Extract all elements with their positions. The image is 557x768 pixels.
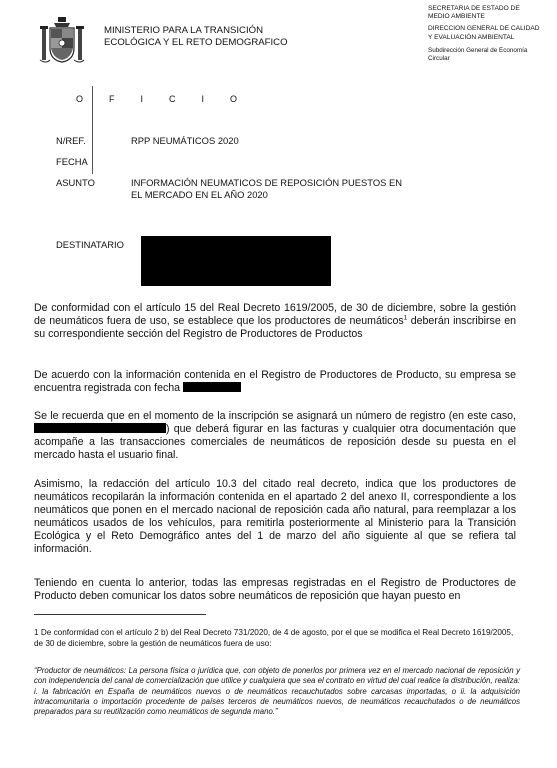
redacted-recipient (141, 236, 331, 286)
destinatario-label: DESTINATARIO (56, 239, 124, 250)
direccion-line-1: DIRECCION GENERAL DE CALIDAD (428, 25, 540, 33)
direccion-line-2: Y EVALUACIÓN AMBIENTAL (428, 33, 515, 41)
department-block (428, 5, 552, 63)
subdireccion-line-2: Circular (428, 55, 450, 63)
redacted-date (183, 382, 241, 392)
footnote-quote: “Productor de neumáticos: La persona física o jurídica que, con objeto de ponerlos por primera vez en el mercado nacional de reposición y con independencia del canal de comercialización que utilice y cualquiera que sea el contrato en virtud del cual realice la distribución, realiza: i. la fabricación en España de neumáticos nuevos o de neumáticos recauchutados sobre carcasas importadas, o ii. la adquisición intracomunitaria o importación procedente de países terceros de neumáticos nuevos, de neumáticos recauchutados o de neumáticos preparados para su reutilización como neumáticos de segunda mano.” (34, 666, 520, 717)
asunto-line-1: INFORMACIÓN NEUMATICOS DE REPOSICIÓN PUESTOS EN (131, 177, 403, 188)
paragraph-2-text: De acuerdo con la información contenida en el Registro de Productores de Producto, su empresa se encuentra registrada con fecha (34, 369, 516, 395)
paragraph-1-text-a: De conformidad con el artículo 15 del Real Decreto 1619/2005, de 30 de diciembre, sobre la gestión de neumáticos fuera de uso, se establece que los productores de neumáticos (34, 302, 516, 328)
paragraph-3-text-a: Se le recuerda que en el momento de la inscripción se asignará un número de registro (en este caso, (34, 410, 516, 422)
footnote-divider (34, 614, 206, 615)
secretaria-line-1: SECRETARIA DE ESTADO DE (428, 5, 520, 12)
subdireccion-line-1: Subdirección General de Economía (428, 46, 528, 54)
paragraph-1-text-b: deberán inscribirse en su correspondiente sección del Registro de Productores de Productos (34, 315, 516, 341)
paragraph-2 (34, 369, 516, 395)
secretaria-line-2: MEDIO AMBIENTE (428, 13, 485, 21)
paragraph-4: Asimismo, la redacción del artículo 10.3 del citado real decreto, indica que los productores de neumáticos recopilarán la información contenida en el apartado 2 del anexo II, correspondiente a los neumáticos que ponen en el mercado nacional de reposición cada año natural, para reemplazar a los neumáticos usados de los vehículos, para remitirla posteriormente al Ministerio para la Transición Ecológica y el Reto Demográfico antes del 1 de marzo del año siguiente al que se refiera tal información. (34, 478, 516, 556)
coat-of-arms-icon (38, 16, 86, 68)
nref-label: N/REF. (56, 135, 86, 146)
redacted-registry-number (34, 423, 166, 433)
asunto-line-2: EL MERCADO EN EL AÑO 2020 (131, 189, 268, 200)
footnote-text: 1 De conformidad con el artículo 2 b) del Real Decreto 731/2020, de 4 de agosto, por el que se modifica el Real Decreto 1619/2005, de 30 de diciembre, sobre la gestión de neumáticos fuera de uso: (34, 628, 514, 648)
ministry-line-1: MINISTERIO PARA LA TRANSICIÓN (104, 25, 264, 36)
ministry-name (104, 25, 334, 49)
ministry-line-2: ECOLÓGICA Y EL RETO DEMOGRAFICO (104, 37, 288, 48)
paragraph-5: Teniendo en cuenta lo anterior, todas las empresas registradas en el Registro de Productores de Producto deben comunicar los datos sobre neumáticos de reposición que hayan puesto en (34, 577, 516, 603)
asunto-label: ASUNTO (56, 177, 95, 188)
paragraph-1 (34, 302, 516, 341)
oficio-heading: OFICIO (76, 94, 263, 104)
paragraph-3 (34, 410, 516, 462)
footnote-ref: 1 (403, 314, 408, 322)
fecha-label: FECHA (56, 156, 88, 167)
nref-value: RPP NEUMÁTICOS 2020 (131, 135, 239, 146)
paragraph-3-text-b: ) que deberá figurar en las facturas y cualquier otra documentación que acompañe a las transacciones comerciales de neumáticos de reposición desde su puesta en el mercado hasta el usuario final. (34, 423, 516, 462)
